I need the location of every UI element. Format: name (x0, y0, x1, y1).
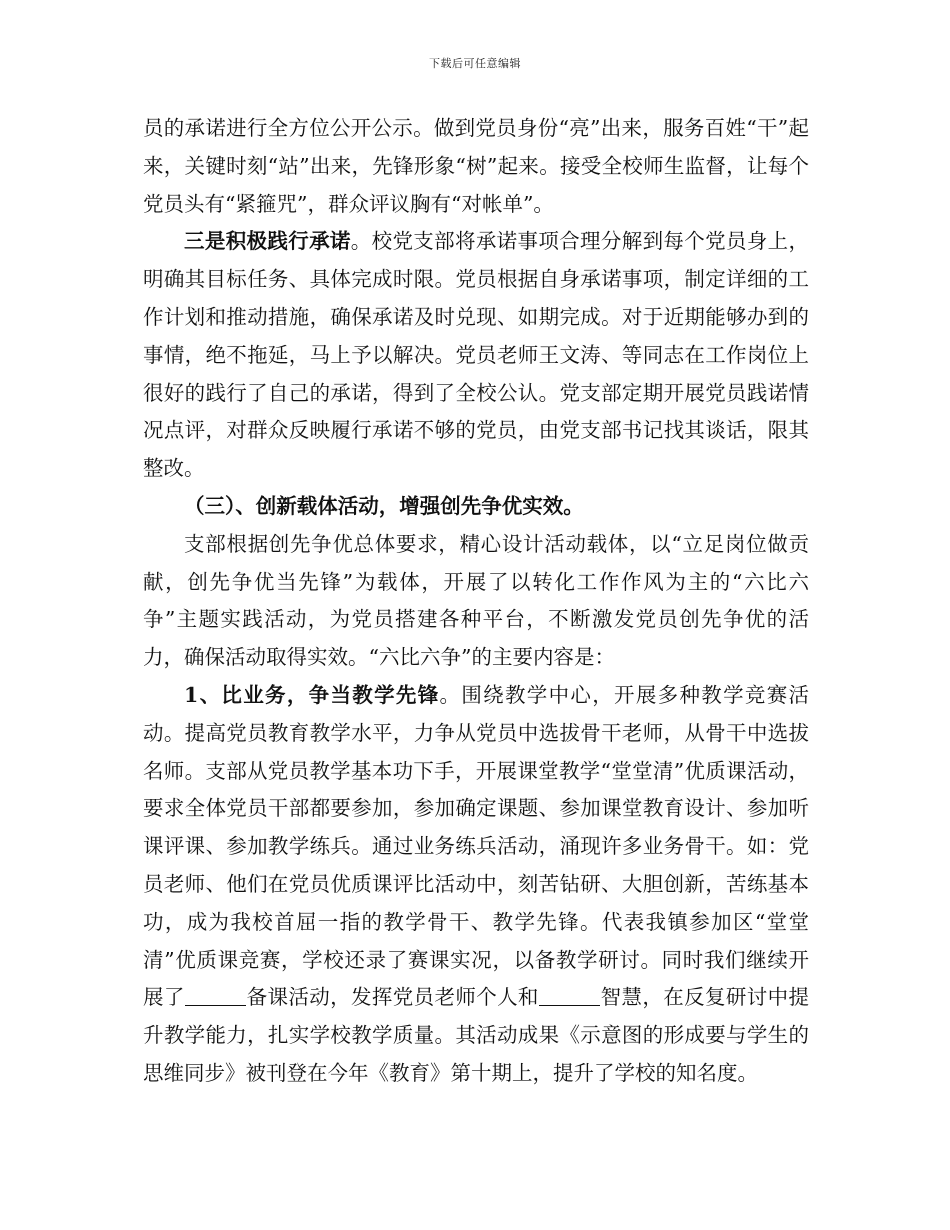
section-heading: （三）、创新载体活动，增强创先争优实效。 (184, 493, 584, 518)
paragraph-body: 智慧，在反复研讨中提升教学能力，扎实学校教学质量。其活动成果《示意图的形成要与学生的思维同步》被刊登在今年《教育》第十期上，提升了学校的知名度。 (143, 985, 810, 1085)
document-body (143, 110, 809, 1093)
paragraph-body: 。围绕教学中心，开展多种教学竞赛活动。提高党员教育教学水平，力争从党员中选拔骨干老师，从骨干中选拔名师。支部从党员教学基本功下手，开展课堂教学“堂堂清”优质课活动，要求全体党员干部都要参加，参加确定课题、参加课堂教育设计、参加听课评课、参加教学练兵。通过业务练兵活动，涌现许多业务骨干。如：党员老师、他们在党员优质课评比活动中，刻苦钻研、大胆创新，苦练基本功，成为我校首屈一指的教学骨干、教学先锋。代表我镇参加区“堂堂清”优质课竞赛，学校还录了赛课实况，以备教学研讨。同时我们继续开展了 (143, 682, 810, 1010)
paragraph-lead-bold: 三是积极践行承诺 (184, 229, 351, 254)
paragraph-body: 。校党支部将承诺事项合理分解到每个党员身上，明确其目标任务、具体完成时限。党员根据自身承诺事项，制定详细的工作计划和推动措施，确保承诺及时兑现、如期完成。对于近期能够办到的事情，绝不拖延，马上予以解决。党员老师王文涛、等同志在工作岗位上很好的践行了自己的承诺，得到了全校公认。党支部定期开展党员践诺情况点评，对群众反映履行承诺不够的党员，由党支部书记找其谈话，限其整改。 (143, 229, 810, 481)
blank-underline (539, 985, 601, 1007)
paragraph-body: 备课活动，发挥党员老师个人和 (246, 985, 539, 1010)
paragraph-continuation: 员的承诺进行全方位公开公示。做到党员身份“亮”出来，服务百姓“干”起来，关键时刻“站”出来，先锋形象“树”起来。接受全校师生监督，让每个党员头有“紧箍咒”，群众评议胸有“对帐单”。 (143, 116, 809, 216)
page-header: 下载后可任意编辑 (429, 57, 521, 70)
blank-underline (185, 985, 247, 1007)
paragraph-lead-bold: 1、比业务，争当教学先锋 (184, 682, 440, 707)
paragraph-activity-intro: 支部根据创先争优总体要求，精心设计活动载体，以“立足岗位做贡献，创先争优当先锋”为载体，开展了以转化工作作风为主的“六比六争”主题实践活动，为党员搭建各种平台，不断激发党员创先争优的活力，确保活动取得实效。“六比六争”的主要内容是： (143, 531, 809, 670)
paragraph-practice-commitment (143, 223, 809, 488)
paragraph-business-item (143, 677, 809, 1093)
